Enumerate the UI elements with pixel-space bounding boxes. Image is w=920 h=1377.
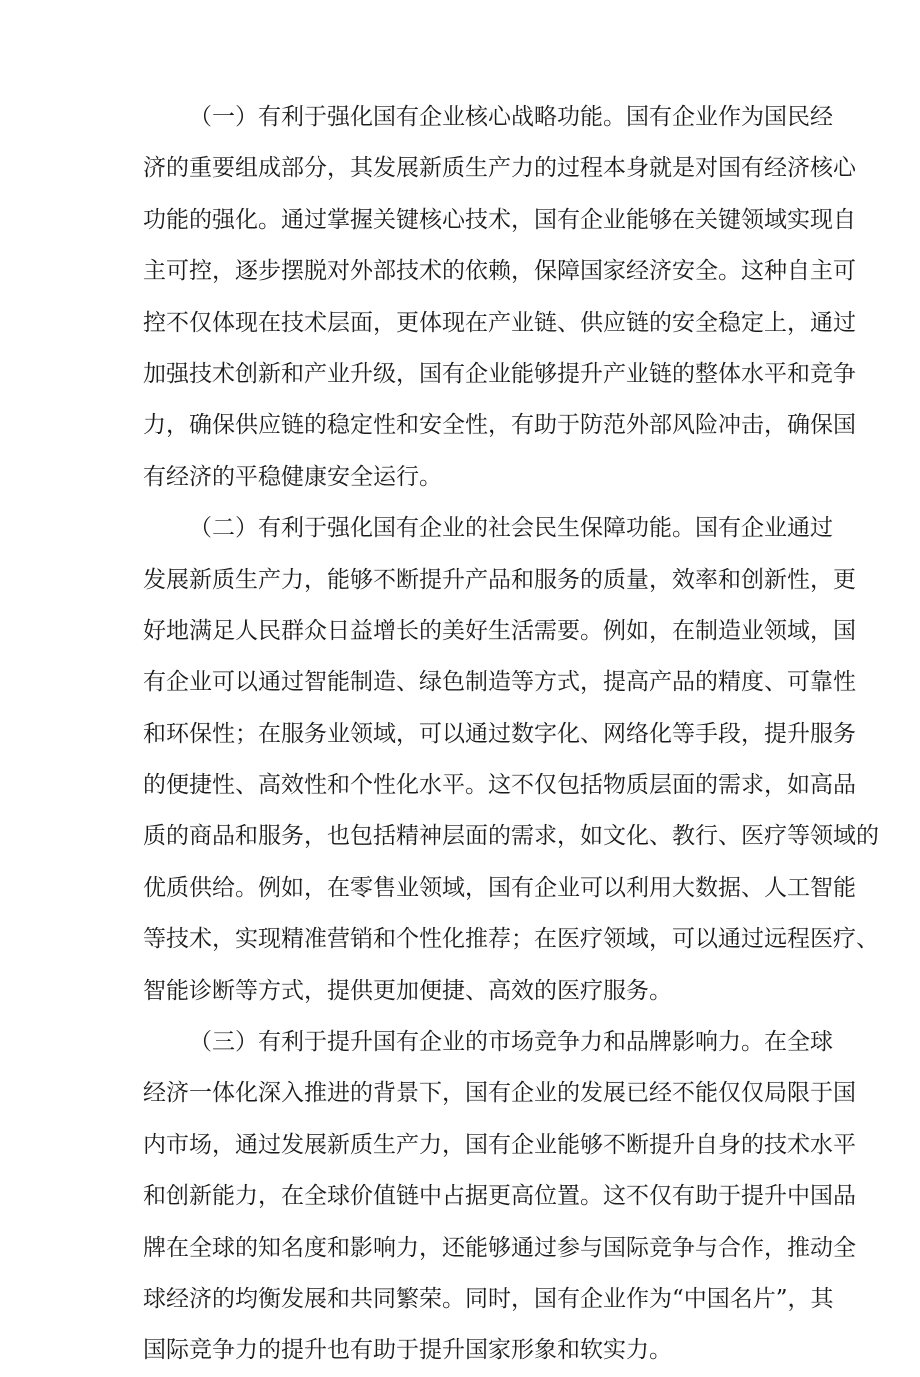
paragraph-line: 球经济的均衡发展和共同繁荣。同时，国有企业作为“中国名片”，其 bbox=[143, 1285, 834, 1312]
paragraph-line: 的便捷性、高效性和个性化水平。这不仅包括物质层面的需求，如高品 bbox=[143, 772, 856, 799]
paragraph-line: 等技术，实现精准营销和个性化推荐；在医疗领域，可以通过远程医疗、 bbox=[143, 926, 879, 953]
paragraph-1 bbox=[143, 92, 856, 503]
paragraph-line: 有经济的平稳健康安全运行。 bbox=[143, 463, 442, 490]
paragraph-line: 优质供给。例如，在零售业领域，国有企业可以利用大数据、人工智能 bbox=[143, 874, 856, 901]
paragraph-line: 有企业可以通过智能制造、绿色制造等方式，提高产品的精度、可靠性 bbox=[143, 669, 856, 696]
paragraph-3 bbox=[143, 1017, 856, 1377]
paragraph-line: 经济一体化深入推进的背景下，国有企业的发展已经不能仅仅局限于国 bbox=[143, 1080, 856, 1107]
paragraph-line: （一）有利于强化国有企业核心战略功能。国有企业作为国民经 bbox=[189, 104, 833, 130]
paragraph-line: 内市场，通过发展新质生产力，国有企业能够不断提升自身的技术水平 bbox=[143, 1131, 856, 1158]
paragraph-line: 力，确保供应链的稳定性和安全性，有助于防范外部风险冲击，确保国 bbox=[143, 412, 856, 439]
paragraph-line: 功能的强化。通过掌握关键核心技术，国有企业能够在关键领域实现自 bbox=[143, 206, 856, 233]
paragraph-line: 好地满足人民群众日益增长的美好生活需要。例如，在制造业领域，国 bbox=[143, 617, 856, 644]
paragraph-line: （二）有利于强化国有企业的社会民生保障功能。国有企业通过 bbox=[189, 515, 833, 542]
paragraph-line: 牌在全球的知名度和影响力，还能够通过参与国际竞争与合作，推动全 bbox=[143, 1234, 856, 1261]
paragraph-line: 济的重要组成部分，其发展新质生产力的过程本身就是对国有经济核心 bbox=[143, 155, 856, 182]
paragraph-line: （三）有利于提升国有企业的市场竞争力和品牌影响力。在全球 bbox=[189, 1029, 833, 1056]
paragraph-line: 和环保性；在服务业领域，可以通过数字化、网络化等手段，提升服务 bbox=[143, 720, 856, 747]
paragraph-line: 和创新能力，在全球价值链中占据更高位置。这不仅有助于提升中国品 bbox=[143, 1183, 856, 1210]
body-text bbox=[143, 92, 879, 1377]
paragraph-line: 质的商品和服务，也包括精神层面的需求，如文化、教行、医疗等领域的 bbox=[143, 823, 879, 850]
paragraph-line: 主可控，逐步摆脱对外部技术的依赖，保障国家经济安全。这种自主可 bbox=[143, 258, 856, 285]
paragraph-line: 控不仅体现在技术层面，更体现在产业链、供应链的安全稳定上，通过 bbox=[143, 309, 856, 336]
paragraph-line: 加强技术创新和产业升级，国有企业能够提升产业链的整体水平和竞争 bbox=[143, 360, 856, 387]
paragraph-line: 国际竞争力的提升也有助于提升国家形象和软实力。 bbox=[143, 1337, 672, 1364]
paragraph-line: 发展新质生产力，能够不断提升产品和服务的质量，效率和创新性，更 bbox=[143, 566, 856, 593]
paragraph-2 bbox=[143, 503, 879, 1017]
paragraph-line: 智能诊断等方式，提供更加便捷、高效的医疗服务。 bbox=[143, 977, 672, 1004]
